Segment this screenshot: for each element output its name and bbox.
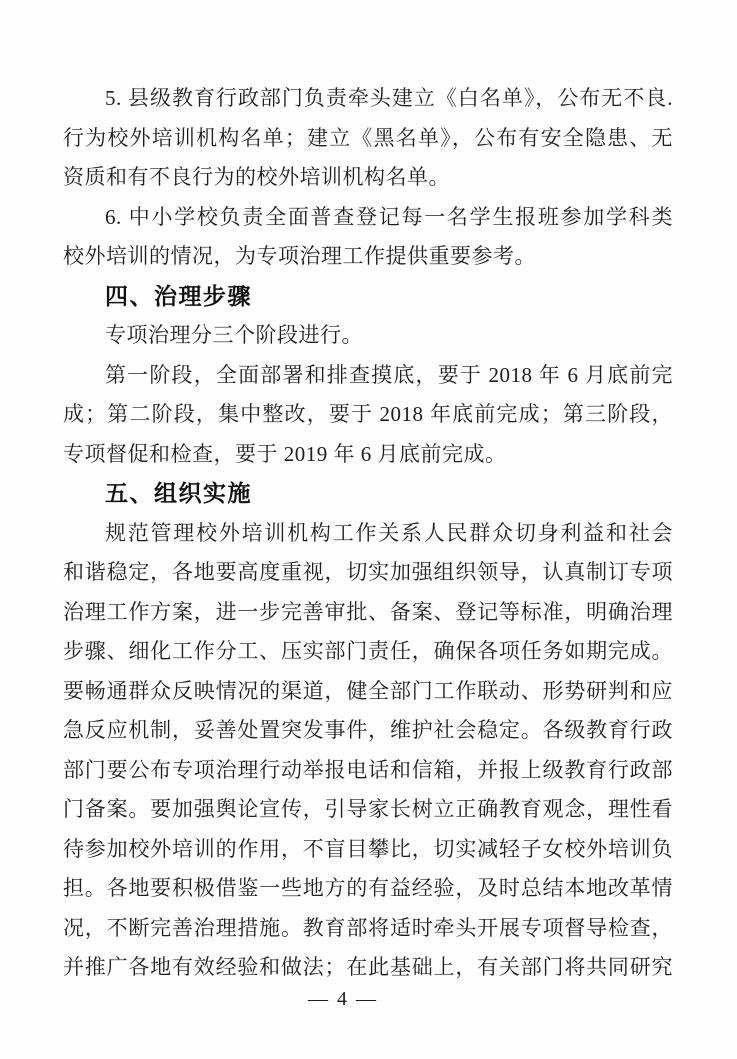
text-line: 治理工作方案，进一步完善审批、备案、登记等标准，明确治理 xyxy=(63,599,673,624)
text-line: 要畅通群众反映情况的渠道，健全部门工作联动、形势研判和应 xyxy=(63,678,673,703)
text-line: 门备案。要加强舆论宣传，引导家长树立正确教育观念，理性看 xyxy=(63,797,673,821)
text-line: 资质和有不良行为的校外培训机构名单。 xyxy=(63,165,450,189)
text-line: 待参加校外培训的作用，不盲目攀比，切实减轻子女校外培训负 xyxy=(63,836,673,861)
text-line: 第一阶段，全面部署和排查摸底，要于 2018 年 6 月底前完 xyxy=(105,362,673,387)
text-line: 专项治理分三个阶段进行。 xyxy=(105,323,363,347)
text-line: 规范管理校外培训机构工作关系人民群众切身利益和社会 xyxy=(105,520,673,545)
text-line: 和谐稳定，各地要高度重视，切实加强组织领导，认真制订专项 xyxy=(63,560,673,584)
text-line: 5. 县级教育行政部门负责牵头建立《白名单》，公布无不良. xyxy=(105,86,673,110)
text-line: 步骤、细化工作分工、压实部门责任，确保各项任务如期完成。 xyxy=(63,639,673,663)
section-heading: 四、治理步骤 xyxy=(105,282,252,309)
text-line: 校外培训的情况，为专项治理工作提供重要参考。 xyxy=(63,244,536,268)
text-line: 6. 中小学校负责全面普查登记每一名学生报班参加学科类 xyxy=(105,204,673,229)
text-line: 行为校外培训机构名单；建立《黑名单》，公布有安全隐患、无 xyxy=(63,125,673,150)
text-line: 况，不断完善治理措施。教育部将适时牵头开展专项督导检查， xyxy=(63,915,673,940)
text-line: 成；第二阶段，集中整改，要于 2018 年底前完成；第三阶段， xyxy=(63,402,673,426)
text-line: 部门要公布专项治理行动举报电话和信箱，并报上级教育行政部 xyxy=(63,757,673,782)
page-number: — 4 — xyxy=(308,988,378,1010)
section-heading: 五、组织实施 xyxy=(105,480,252,506)
text-line: 急反应机制，妥善处置突发事件，维护社会稳定。各级教育行政 xyxy=(63,718,673,742)
text-line: 专项督促和检查，要于 2019 年 6 月底前完成。 xyxy=(63,441,507,466)
text-line: 并推广各地有效经验和做法；在此基础上，有关部门将共同研究 xyxy=(63,955,673,979)
document-body xyxy=(63,79,673,988)
text-line: 担。各地要积极借鉴一些地方的有益经验，及时总结本地改革情 xyxy=(63,876,673,900)
